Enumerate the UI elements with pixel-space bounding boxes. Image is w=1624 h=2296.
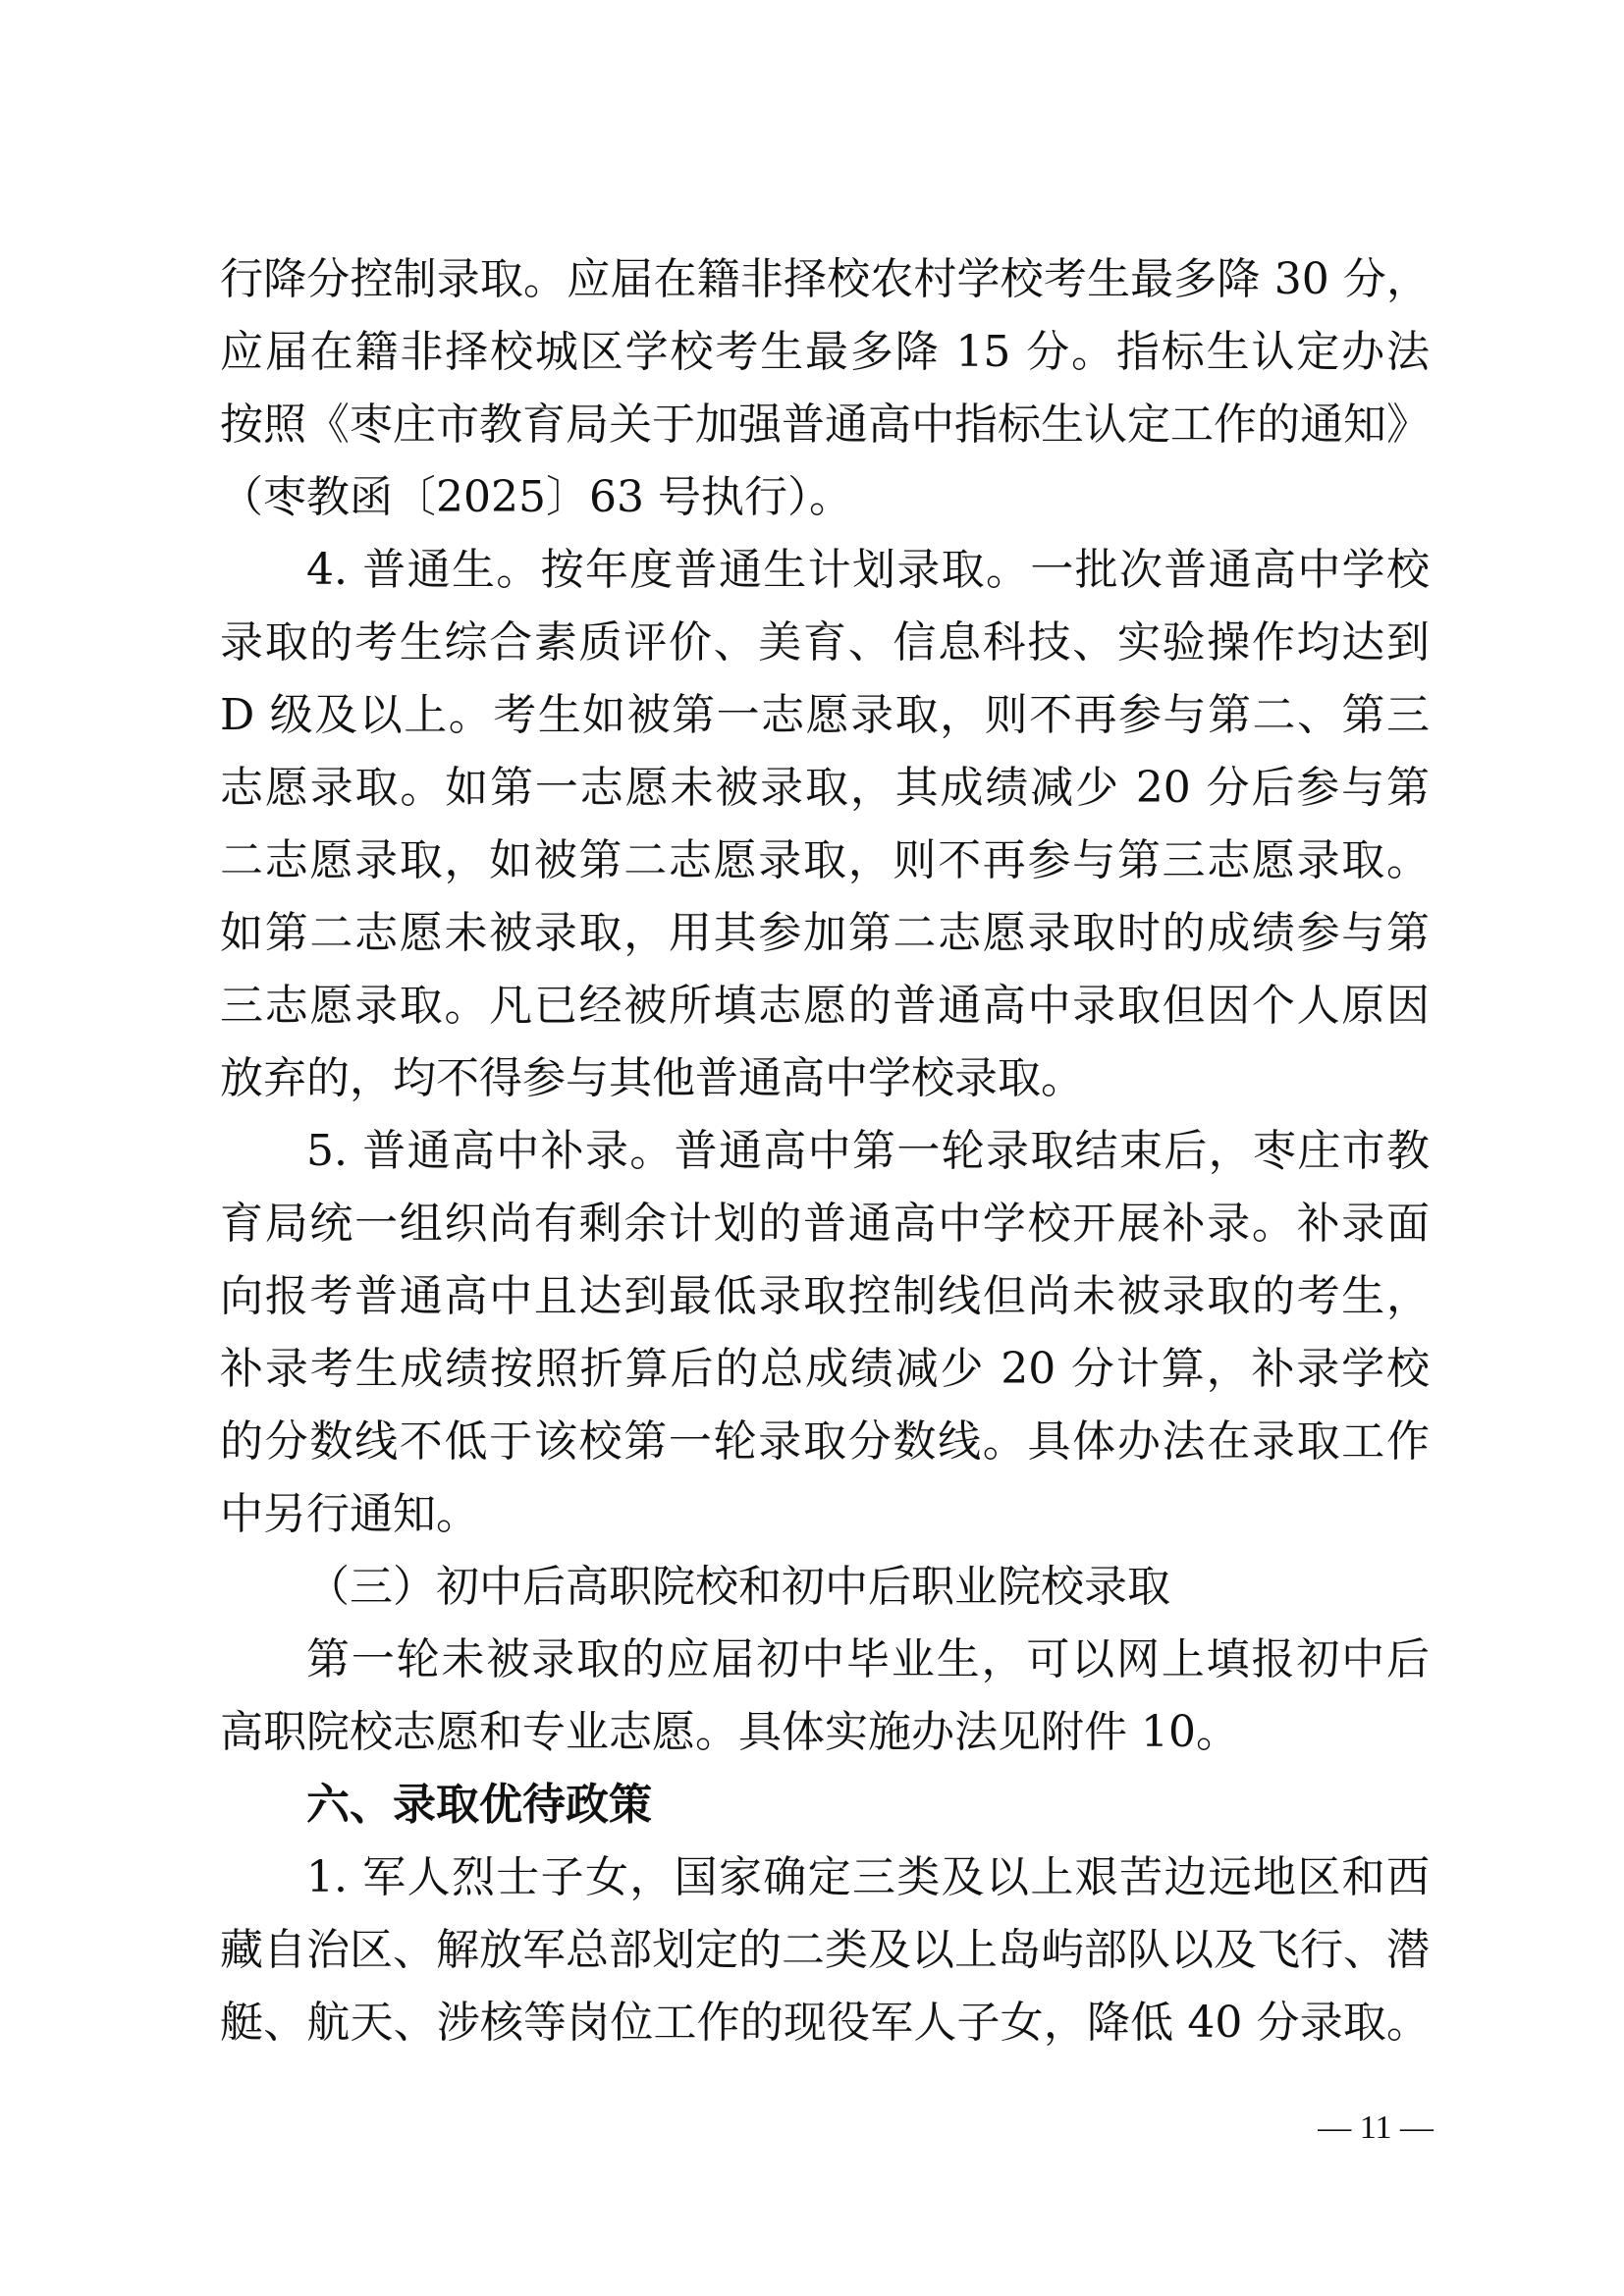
paragraph-line: 第一轮未被录取的应届初中毕业生，可以网上填报初中后 xyxy=(306,1634,1430,1684)
subsection-heading: （三）初中后高职院校和初中后职业院校录取 xyxy=(306,1562,1170,1612)
paragraph-line: 艇、航天、涉核等岗位工作的现役军人子女，降低 40 分录取。 xyxy=(220,1998,1430,2048)
page-number: — 11 — xyxy=(1318,2109,1434,2146)
paragraph-line: 如第二志愿未被录取，用其参加第二志愿录取时的成绩参与第 xyxy=(220,908,1430,958)
paragraph-line: 高职院校志愿和专业志愿。具体实施办法见附件 10。 xyxy=(220,1707,1239,1757)
section-heading: 六、录取优待政策 xyxy=(306,1780,652,1830)
paragraph-line: 行降分控制录取。应届在籍非择校农村学校考生最多降 30 分， xyxy=(220,254,1430,304)
paragraph-line: （枣教函〔2025〕63 号执行）。 xyxy=(220,472,852,522)
paragraph-line: 的分数线不低于该校第一轮录取分数线。具体办法在录取工作 xyxy=(220,1416,1430,1467)
paragraph-line: 1. 军人烈士子女，国家确定三类及以上艰苦边远地区和西 xyxy=(306,1852,1430,1902)
paragraph-line: 志愿录取。如第一志愿未被录取，其成绩减少 20 分后参与第 xyxy=(220,763,1430,813)
paragraph-line: 三志愿录取。凡已经被所填志愿的普通高中录取但因个人原因 xyxy=(220,981,1430,1031)
paragraph-line: 录取的考生综合素质评价、美育、信息科技、实验操作均达到 xyxy=(220,617,1430,667)
paragraph-line: 应届在籍非择校城区学校考生最多降 15 分。指标生认定办法 xyxy=(220,327,1430,377)
paragraph-line: 藏自治区、解放军总部划定的二类及以上岛屿部队以及飞行、潜 xyxy=(220,1925,1430,1975)
paragraph-line: 4. 普通生。按年度普通生计划录取。一批次普通高中学校 xyxy=(306,545,1430,595)
paragraph-line: 放弃的，均不得参与其他普通高中学校录取。 xyxy=(220,1053,1084,1103)
paragraph-line: D 级及以上。考生如被第一志愿录取，则不再参与第二、第三 xyxy=(220,690,1430,740)
paragraph-line: 中另行通知。 xyxy=(220,1489,479,1539)
body-text xyxy=(220,243,1430,2059)
paragraph-line: 5. 普通高中补录。普通高中第一轮录取结束后，枣庄市教 xyxy=(306,1126,1430,1176)
paragraph-line: 育局统一组织尚有剩余计划的普通高中学校开展补录。补录面 xyxy=(220,1199,1430,1249)
paragraph-line: 补录考生成绩按照折算后的总成绩减少 20 分计算，补录学校 xyxy=(220,1344,1430,1394)
paragraph-line: 按照《枣庄市教育局关于加强普通高中指标生认定工作的通知》 xyxy=(220,400,1430,450)
paragraph-line: 二志愿录取，如被第二志愿录取，则不再参与第三志愿录取。 xyxy=(220,835,1430,885)
paragraph-line: 向报考普通高中且达到最低录取控制线但尚未被录取的考生， xyxy=(220,1271,1430,1321)
